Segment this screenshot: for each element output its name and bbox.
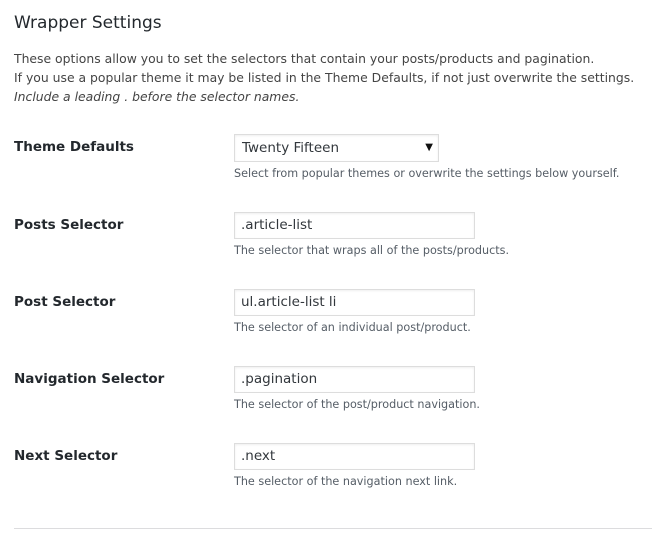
post-selector-description: The selector of an individual post/product. <box>234 321 471 334</box>
posts-selector-description: The selector that wraps all of the posts/products. <box>234 244 510 257</box>
intro-note: Include a leading . before the selector names. <box>14 89 300 104</box>
navigation-selector-label: Navigation Selector <box>14 371 165 387</box>
posts-selector-label: Posts Selector <box>14 217 124 233</box>
post-selector-input[interactable]: ul.article-list li <box>234 289 475 316</box>
intro-line-3 <box>14 87 634 106</box>
next-selector-description: The selector of the navigation next link. <box>234 475 458 488</box>
next-selector-input[interactable]: .next <box>234 443 475 470</box>
navigation-selector-input[interactable]: .pagination <box>234 366 475 393</box>
section-intro <box>14 49 634 106</box>
navigation-selector-description: The selector of the post/product navigation. <box>234 398 480 411</box>
post-selector-field <box>234 289 475 336</box>
dropdown-arrow-icon: ▼ <box>425 142 433 153</box>
post-selector-label: Post Selector <box>14 294 116 310</box>
theme-defaults-label: Theme Defaults <box>14 139 134 155</box>
intro-line-1: These options allow you to set the selectors that contain your posts/products and pagination. <box>14 51 595 66</box>
theme-defaults-field <box>234 134 619 182</box>
section-divider <box>14 528 652 529</box>
next-selector-field <box>234 443 475 490</box>
intro-line-2: If you use a popular theme it may be listed in the Theme Defaults, if not just overwrite the settings. <box>14 70 635 85</box>
section-title: Wrapper Settings <box>14 13 162 33</box>
posts-selector-field <box>234 212 509 259</box>
theme-defaults-description: Select from popular themes or overwrite the settings below yourself. <box>234 167 620 180</box>
theme-defaults-value: Twenty Fifteen <box>242 140 339 156</box>
next-selector-label: Next Selector <box>14 448 118 464</box>
navigation-selector-field <box>234 366 480 413</box>
theme-defaults-select[interactable] <box>234 134 439 162</box>
posts-selector-input[interactable]: .article-list <box>234 212 475 239</box>
